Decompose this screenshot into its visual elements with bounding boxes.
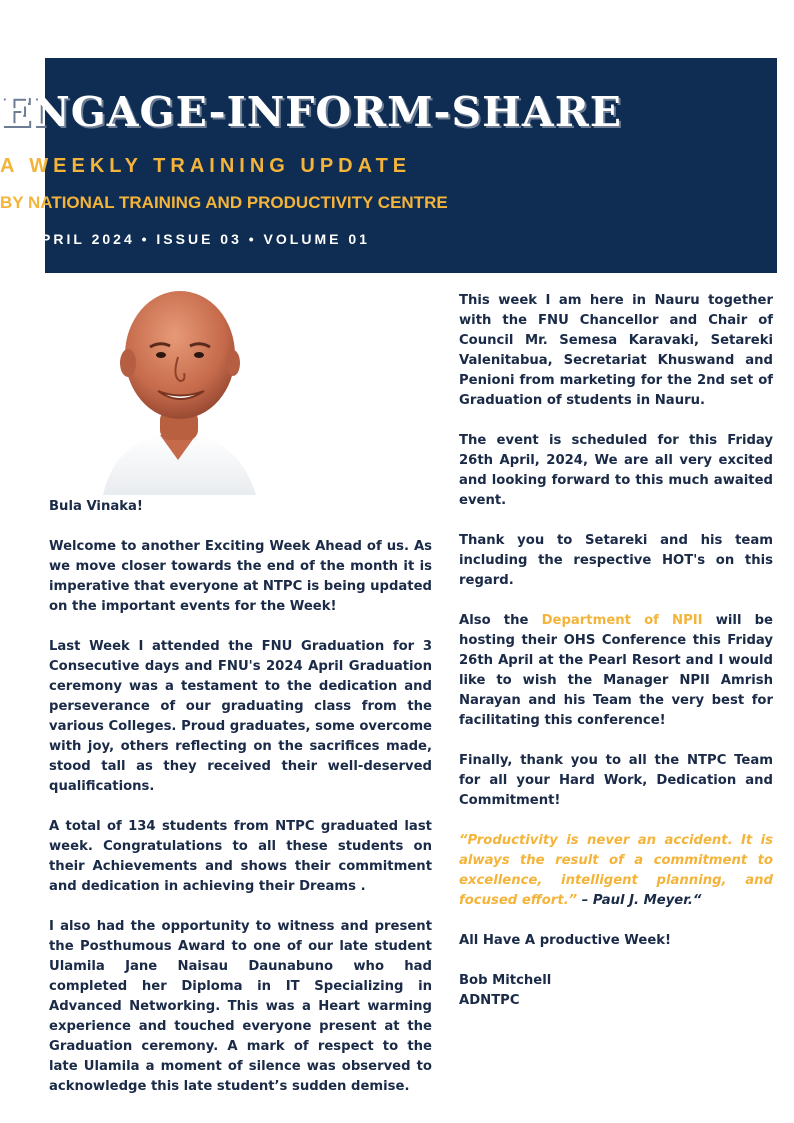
greeting: Bula Vinaka! xyxy=(49,499,143,514)
npii-body: will be hosting their OHS Conference this Friday 26th April at the Pearl Resort and I would like to wish the Manager NPII Amrish Narayan and his Team the very best for facilitating this conference! xyxy=(459,613,773,728)
paragraph-students: A total of 134 students from NTPC graduated last week. Congratulations to all these students on their Achievements and shows their commitment and dedication in achieving their Dreams . xyxy=(49,819,432,894)
newsletter-title: ENGAGE-INFORM-SHARE xyxy=(0,88,623,136)
paragraph-thanks: Thank you to Setareki and his team including the respective HOT's on this regard. xyxy=(459,533,773,588)
quote xyxy=(459,831,773,911)
author-photo xyxy=(98,285,258,495)
right-column xyxy=(459,291,773,1011)
newsletter-byline: BY NATIONAL TRAINING AND PRODUCTIVITY CENTRE xyxy=(0,193,448,212)
paragraph-nauru: This week I am here in Nauru together with the FNU Chancellor and Chair of Council Mr. Semesa Karavaki, Setareki Valenitabua, Secretariat Khuswand and Penioni from marketing for the 2nd set of Graduation of students in Nauru. xyxy=(459,293,773,408)
closing-line: All Have A productive Week! xyxy=(459,933,672,948)
signature-name: Bob Mitchell xyxy=(459,973,552,988)
paragraph-npii xyxy=(459,611,773,731)
department-link-text: Department of NPII xyxy=(541,613,703,628)
paragraph-graduation: Last Week I attended the FNU Graduation for 3 Consecutive days and FNU's 2024 April Graduation ceremony was a testament to the dedication and perseverance of our graduating class from the various Colleges. Proud graduates, some overcome with joy, others reflecting on the sacrifices made, stood tall as they received their well-deserved qualifications. xyxy=(49,639,432,794)
paragraph-team-thanks: Finally, thank you to all the NTPC Team for all your Hard Work, Dedication and Commitment! xyxy=(459,753,773,808)
left-column xyxy=(49,497,432,1117)
issue-info: 22 APRIL 2024 • ISSUE 03 • VOLUME 01 xyxy=(0,231,370,247)
npii-intro: Also the xyxy=(459,613,542,628)
signature-title: ADNTPC xyxy=(459,993,520,1008)
quote-text: “Productivity is never an accident. It is always the result of a commitment to excellence, intelligent planning, and focused effort.” xyxy=(459,833,773,908)
paragraph-welcome: Welcome to another Exciting Week Ahead of us. As we move closer towards the end of the month it is imperative that everyone at NTPC is being updated on the important events for the Week! xyxy=(49,539,432,614)
paragraph-event: The event is scheduled for this Friday 26th April, 2024, We are all very excited and looking forward to this much awaited event. xyxy=(459,433,773,508)
paragraph-posthumous-award: I also had the opportunity to witness and present the Posthumous Award to one of our late student Ulamila Jane Naisau Daunabuno who had completed her Diploma in IT Specializing in Advanced Networking. This was a Heart warming experience and touched everyone present at the Graduation ceremony. A mark of respect to the late Ulamila a moment of silence was observed to acknowledge this late student’s sudden demise. xyxy=(49,919,432,1094)
newsletter-subtitle: A WEEKLY TRAINING UPDATE xyxy=(0,155,412,177)
quote-author: – Paul J. Meyer.“ xyxy=(577,893,702,908)
